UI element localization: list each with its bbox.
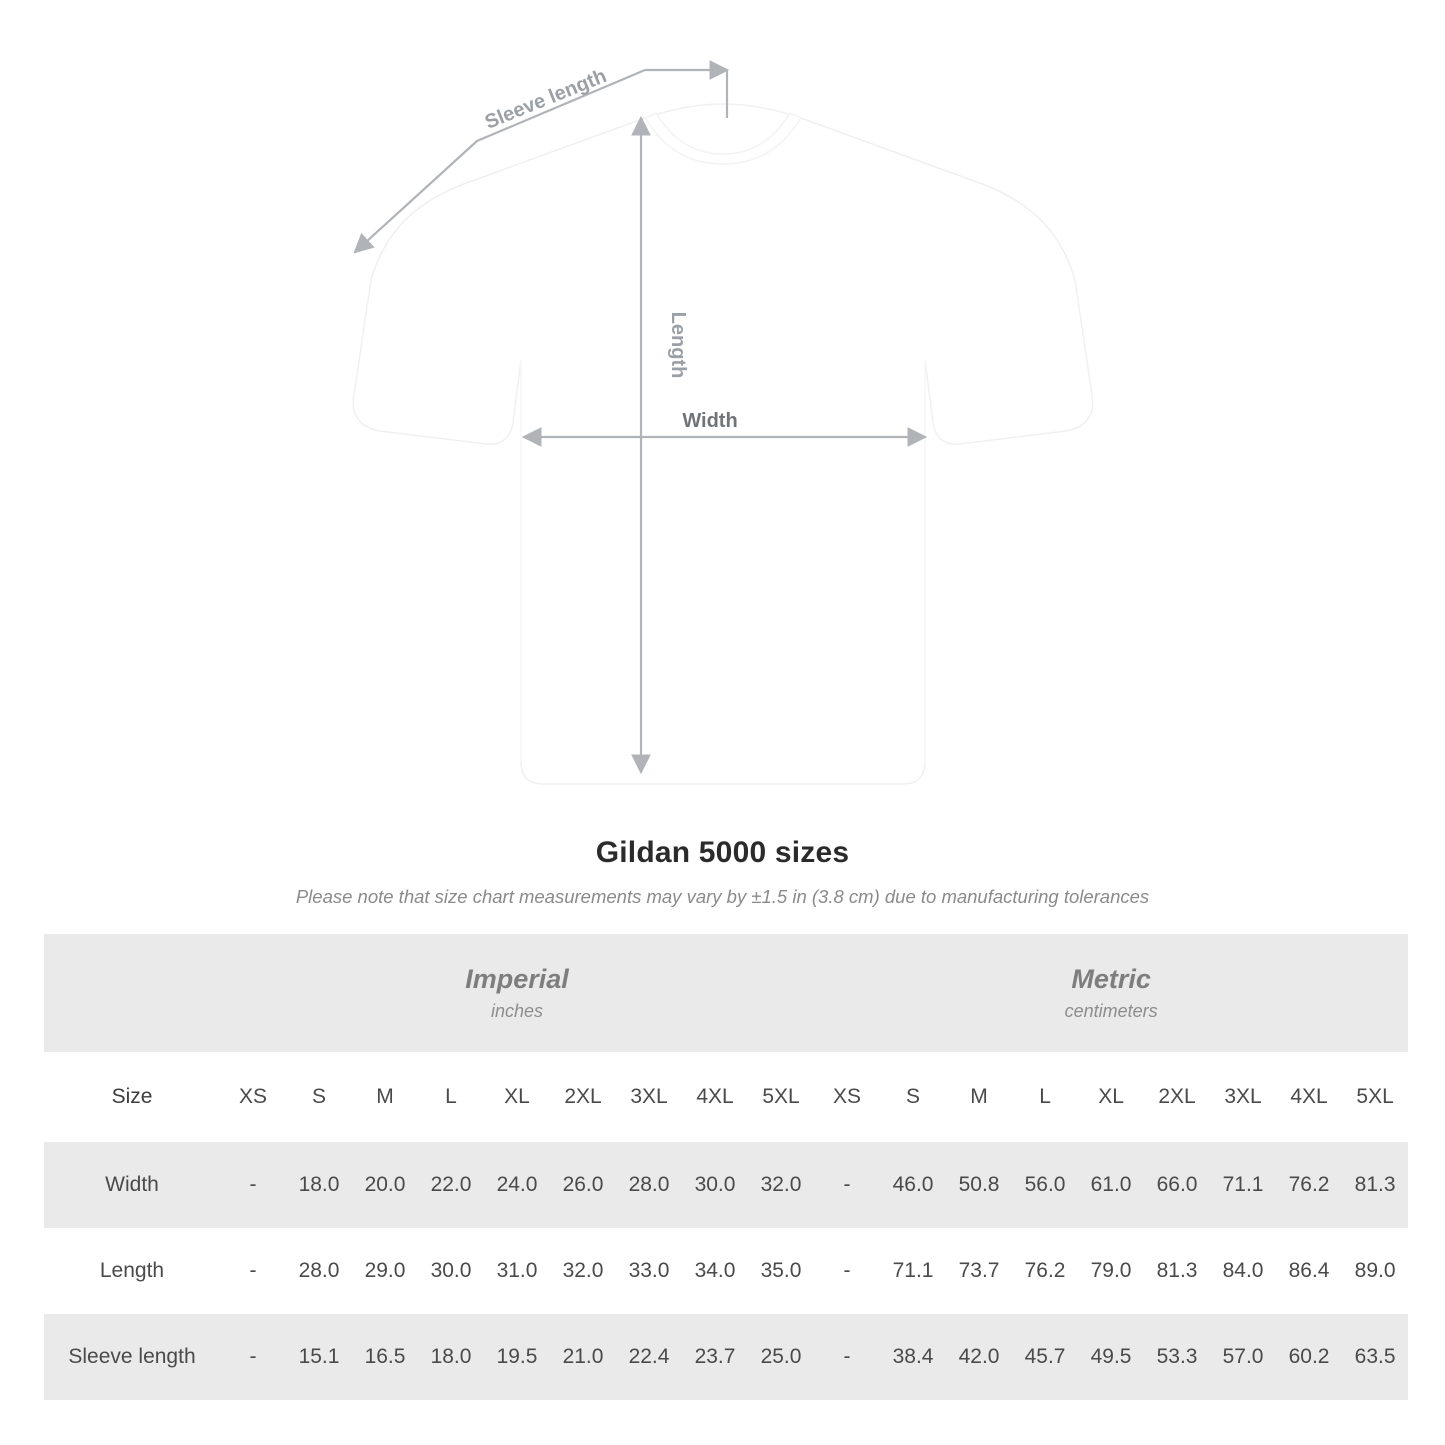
cell-width-metric-4xl: 76.2	[1276, 1142, 1342, 1228]
cell-sleeve-metric-5xl: 63.5	[1342, 1314, 1408, 1400]
cell-length-imperial-xl: 31.0	[484, 1228, 550, 1314]
header-metric-xs: XS	[814, 1052, 880, 1142]
cell-width-metric-2xl: 66.0	[1144, 1142, 1210, 1228]
cell-sleeve-metric-l: 45.7	[1012, 1314, 1078, 1400]
header-imperial-5xl: 5XL	[748, 1052, 814, 1142]
cell-width-imperial-3xl: 28.0	[616, 1142, 682, 1228]
cell-sleeve-metric-3xl: 57.0	[1210, 1314, 1276, 1400]
unit-name-imperial: Imperial	[465, 963, 569, 994]
row-label-length: Length	[44, 1228, 220, 1314]
cell-sleeve-metric-2xl: 53.3	[1144, 1314, 1210, 1400]
header-metric-3xl: 3XL	[1210, 1052, 1276, 1142]
cell-sleeve-imperial-3xl: 22.4	[616, 1314, 682, 1400]
header-metric-2xl: 2XL	[1144, 1052, 1210, 1142]
sleeve-length-label: Sleeve length	[481, 65, 610, 134]
length-label: Length	[667, 311, 689, 379]
header-imperial-m: M	[352, 1052, 418, 1142]
cell-width-metric-m: 50.8	[946, 1142, 1012, 1228]
cell-width-imperial-s: 18.0	[286, 1142, 352, 1228]
cell-length-metric-s: 71.1	[880, 1228, 946, 1314]
tolerance-note: Please note that size chart measurements may vary by ±1.5 in (3.8 cm) due to manufacturing tolerances	[295, 886, 1150, 907]
header-imperial-2xl: 2XL	[550, 1052, 616, 1142]
cell-sleeve-metric-xs: -	[814, 1314, 880, 1400]
cell-sleeve-imperial-s: 15.1	[286, 1314, 352, 1400]
header-metric-m: M	[946, 1052, 1012, 1142]
size-table	[44, 934, 1408, 1400]
cell-sleeve-imperial-m: 16.5	[352, 1314, 418, 1400]
cell-length-metric-3xl: 84.0	[1210, 1228, 1276, 1314]
cell-length-metric-xl: 79.0	[1078, 1228, 1144, 1314]
header-metric-xl: XL	[1078, 1052, 1144, 1142]
cell-length-metric-5xl: 89.0	[1342, 1228, 1408, 1314]
cell-width-metric-xl: 61.0	[1078, 1142, 1144, 1228]
table-row	[44, 1228, 1408, 1314]
cell-length-imperial-5xl: 35.0	[748, 1228, 814, 1314]
cell-sleeve-metric-4xl: 60.2	[1276, 1314, 1342, 1400]
cell-width-imperial-5xl: 32.0	[748, 1142, 814, 1228]
cell-sleeve-imperial-5xl: 25.0	[748, 1314, 814, 1400]
cell-sleeve-metric-xl: 49.5	[1078, 1314, 1144, 1400]
cell-length-imperial-s: 28.0	[286, 1228, 352, 1314]
cell-width-metric-l: 56.0	[1012, 1142, 1078, 1228]
cell-length-imperial-2xl: 32.0	[550, 1228, 616, 1314]
cell-sleeve-metric-m: 42.0	[946, 1314, 1012, 1400]
cell-length-imperial-4xl: 34.0	[682, 1228, 748, 1314]
cell-sleeve-imperial-xl: 19.5	[484, 1314, 550, 1400]
size-header-row	[44, 1052, 1408, 1142]
unit-sub-imperial: inches	[491, 1001, 544, 1022]
header-metric-4xl: 4XL	[1276, 1052, 1342, 1142]
cell-length-metric-xs: -	[814, 1228, 880, 1314]
cell-length-metric-l: 76.2	[1012, 1228, 1078, 1314]
cell-sleeve-imperial-4xl: 23.7	[682, 1314, 748, 1400]
row-label-width: Width	[44, 1142, 220, 1228]
cell-width-metric-3xl: 71.1	[1210, 1142, 1276, 1228]
cell-width-metric-s: 46.0	[880, 1142, 946, 1228]
cell-width-imperial-m: 20.0	[352, 1142, 418, 1228]
header-metric-5xl: 5XL	[1342, 1052, 1408, 1142]
table-row	[44, 1314, 1408, 1400]
cell-width-imperial-2xl: 26.0	[550, 1142, 616, 1228]
header-imperial-l: L	[418, 1052, 484, 1142]
header-metric-l: L	[1012, 1052, 1078, 1142]
header-imperial-xs: XS	[220, 1052, 286, 1142]
header-imperial-xl: XL	[484, 1052, 550, 1142]
header-size-label: Size	[44, 1052, 220, 1142]
cell-length-metric-m: 73.7	[946, 1228, 1012, 1314]
unit-header-row	[44, 934, 1408, 1052]
cell-width-imperial-xs: -	[220, 1142, 286, 1228]
header-metric-s: S	[880, 1052, 946, 1142]
table-row	[44, 1142, 1408, 1228]
cell-sleeve-imperial-l: 18.0	[418, 1314, 484, 1400]
cell-length-imperial-m: 29.0	[352, 1228, 418, 1314]
unit-header-metric	[814, 934, 1408, 1052]
unit-name-metric: Metric	[1071, 963, 1151, 994]
cell-length-imperial-l: 30.0	[418, 1228, 484, 1314]
size-table-wrapper	[44, 934, 1401, 1400]
cell-width-imperial-4xl: 30.0	[682, 1142, 748, 1228]
cell-width-metric-5xl: 81.3	[1342, 1142, 1408, 1228]
cell-length-metric-4xl: 86.4	[1276, 1228, 1342, 1314]
row-label-sleeve-length: Sleeve length	[44, 1314, 220, 1400]
width-label: Width	[682, 410, 738, 432]
cell-width-imperial-l: 22.0	[418, 1142, 484, 1228]
unit-sub-metric: centimeters	[1064, 1001, 1158, 1022]
header-imperial-s: S	[286, 1052, 352, 1142]
tshirt-shape	[353, 104, 1093, 784]
title-block	[0, 836, 1445, 908]
cell-width-imperial-xl: 24.0	[484, 1142, 550, 1228]
header-imperial-3xl: 3XL	[616, 1052, 682, 1142]
cell-sleeve-metric-s: 38.4	[880, 1314, 946, 1400]
cell-sleeve-imperial-xs: -	[220, 1314, 286, 1400]
page-title: Gildan 5000 sizes	[595, 836, 850, 869]
unit-header-spacer	[44, 934, 220, 1052]
cell-width-metric-xs: -	[814, 1142, 880, 1228]
unit-header-imperial	[220, 934, 814, 1052]
cell-length-metric-2xl: 81.3	[1144, 1228, 1210, 1314]
cell-sleeve-imperial-2xl: 21.0	[550, 1314, 616, 1400]
header-imperial-4xl: 4XL	[682, 1052, 748, 1142]
cell-length-imperial-3xl: 33.0	[616, 1228, 682, 1314]
cell-length-imperial-xs: -	[220, 1228, 286, 1314]
